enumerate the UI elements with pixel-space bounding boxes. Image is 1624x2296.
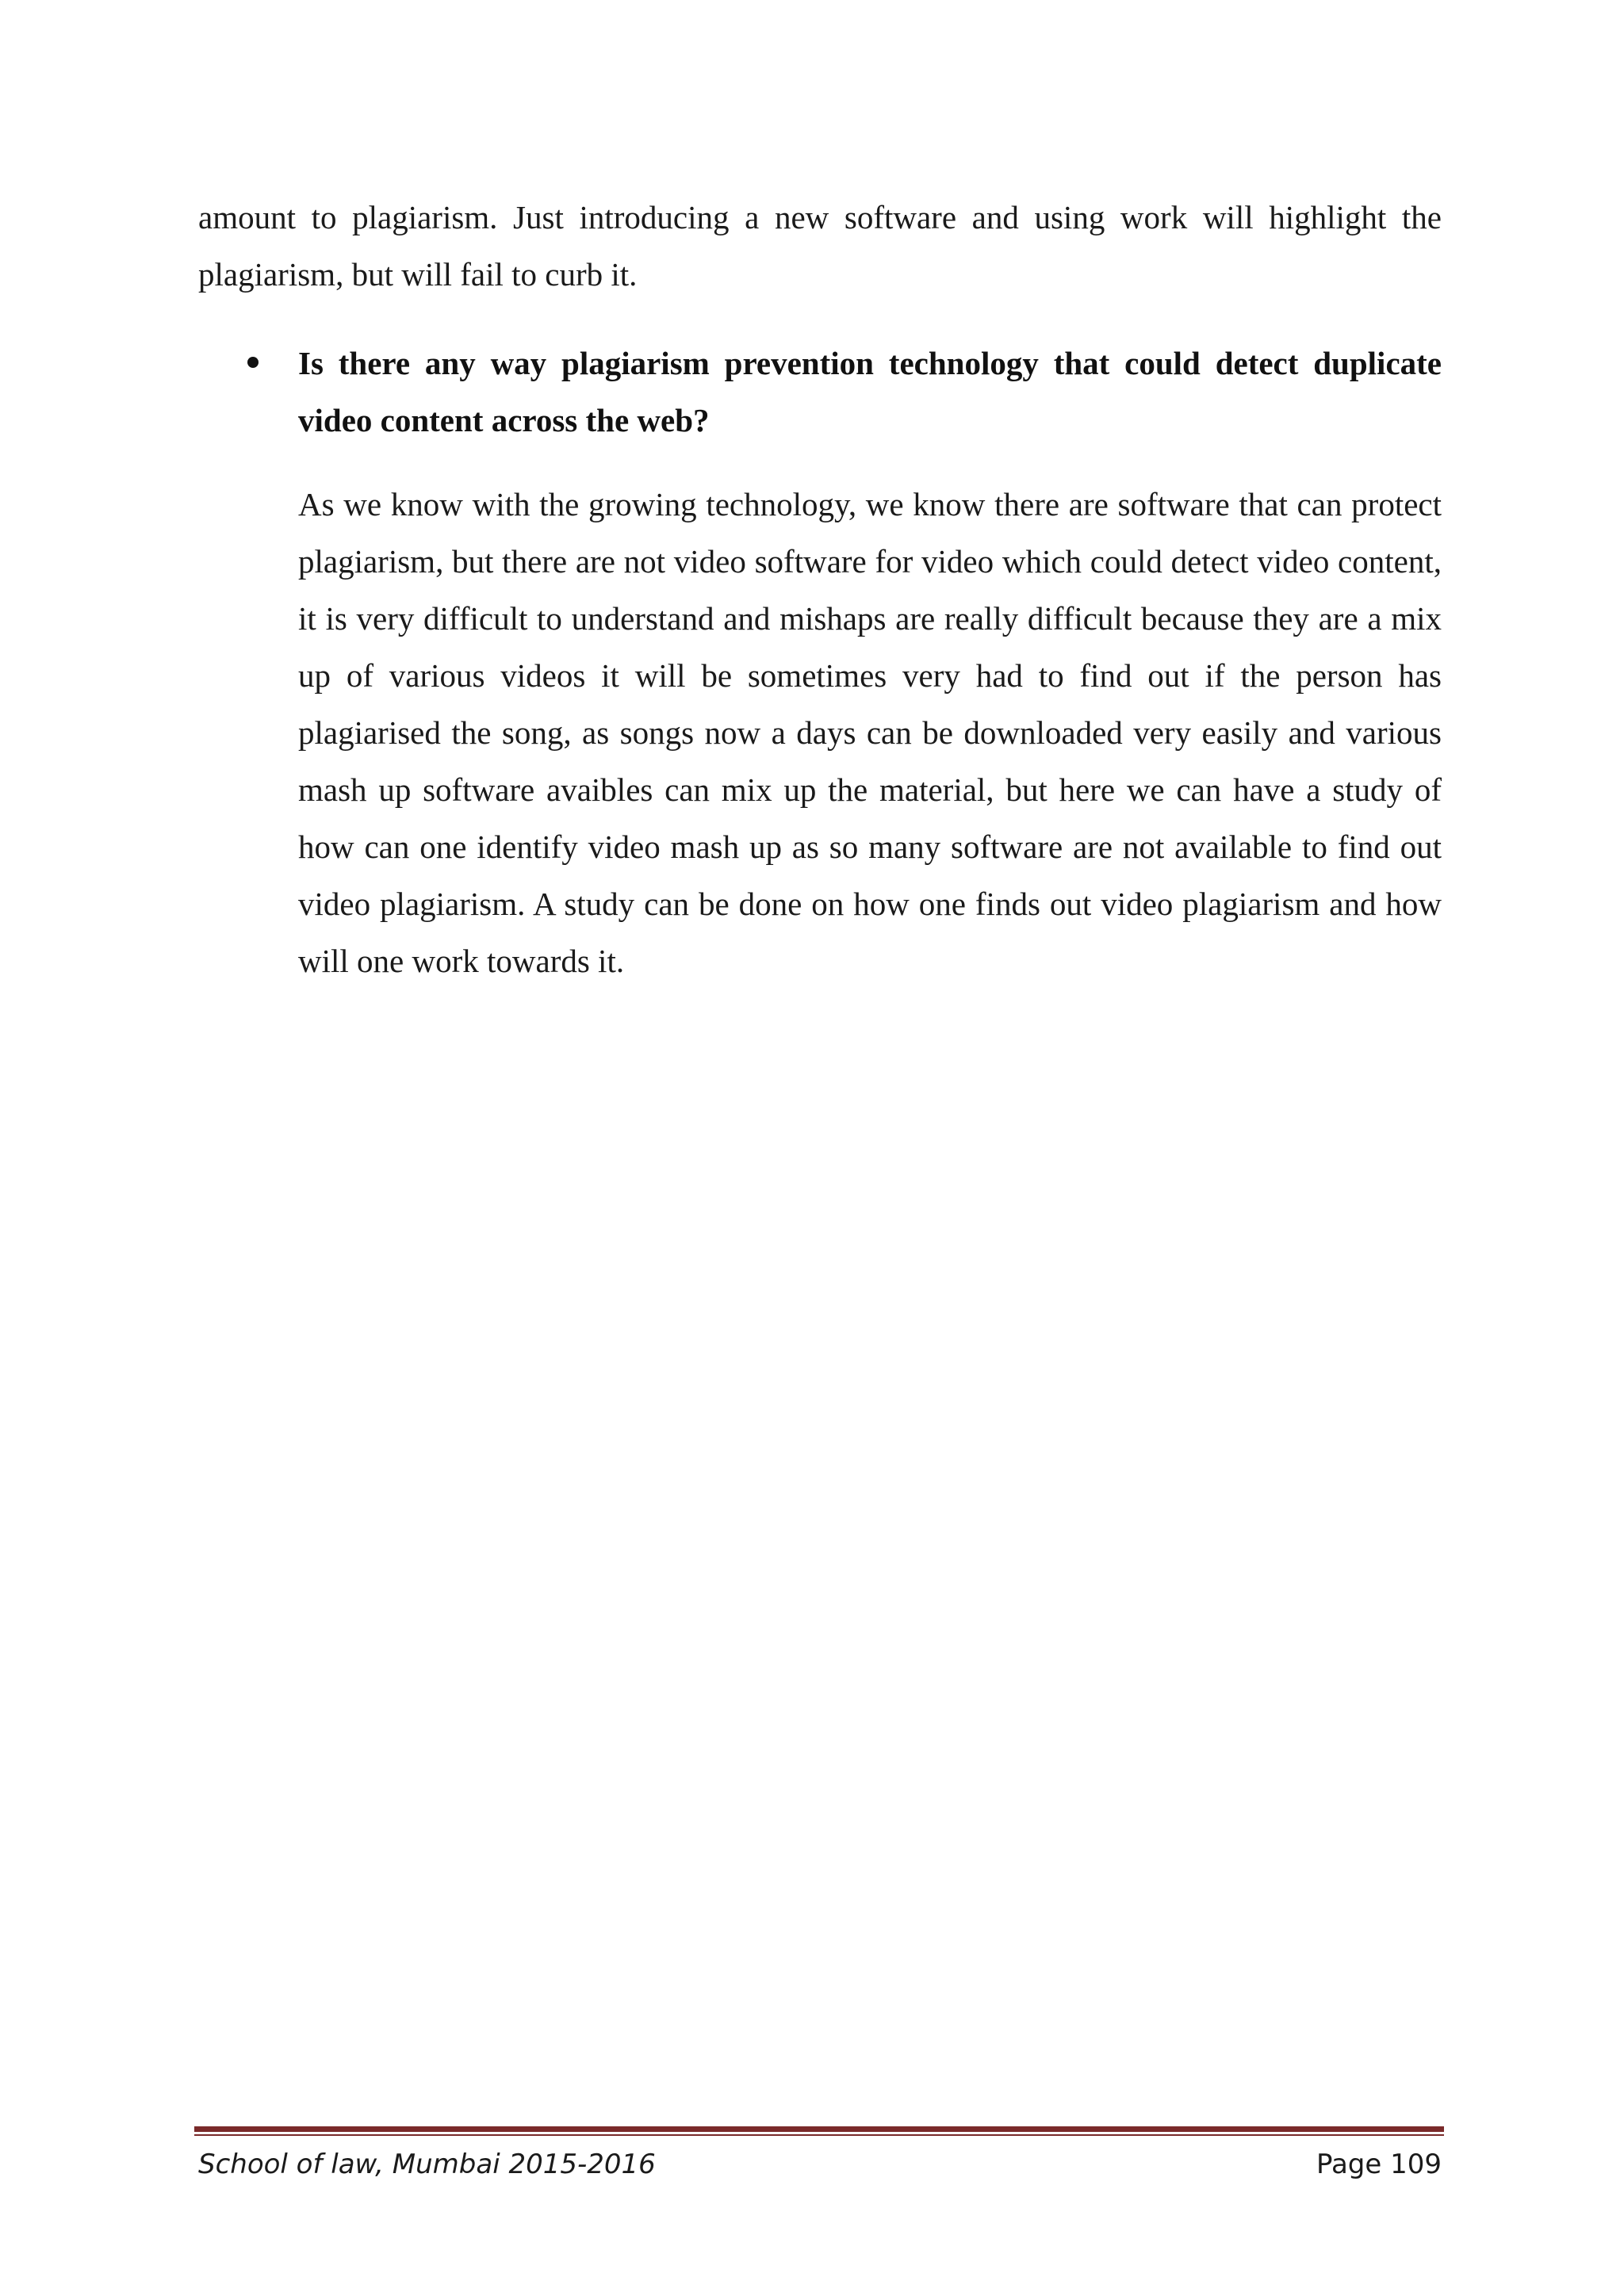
page-body <box>198 189 1442 989</box>
bullet-question-heading: Is there any way plagiarism prevention technology that could detect duplicate video content across the web? <box>298 345 1442 438</box>
footer-divider-thin-line <box>194 2134 1444 2136</box>
bullet-answer-paragraph: As we know with the growing technology, we know there are software that can protect plagiarism, but there are not video software for video which could detect video content, it is very difficult to understand and mishaps are really difficult because they are a mix up of various videos it will be sometimes very had to find out if the person has plagiarised the song, as songs now a days can be downloaded very easily and various mash up software avaibles can mix up the material, but here we can have a study of how can one identify video mash up as so many software are not available to find out video plagiarism. A study can be done on how one finds out video plagiarism and how will one work towards it. <box>298 486 1442 979</box>
bullet-dot-icon <box>247 357 259 368</box>
page-footer <box>198 2141 1442 2188</box>
footer-divider-thick-line <box>194 2126 1444 2132</box>
footer-page-number: Page 109 <box>1316 2149 1442 2180</box>
continuation-paragraph: amount to plagiarism. Just introducing a new software and using work will highlight the plagiarism, but will fail to curb it. <box>198 199 1442 293</box>
bullet-list-item <box>198 335 1442 989</box>
footer-divider <box>194 2126 1444 2136</box>
footer-institution-text: School of law, Mumbai 2015-2016 <box>198 2149 656 2180</box>
